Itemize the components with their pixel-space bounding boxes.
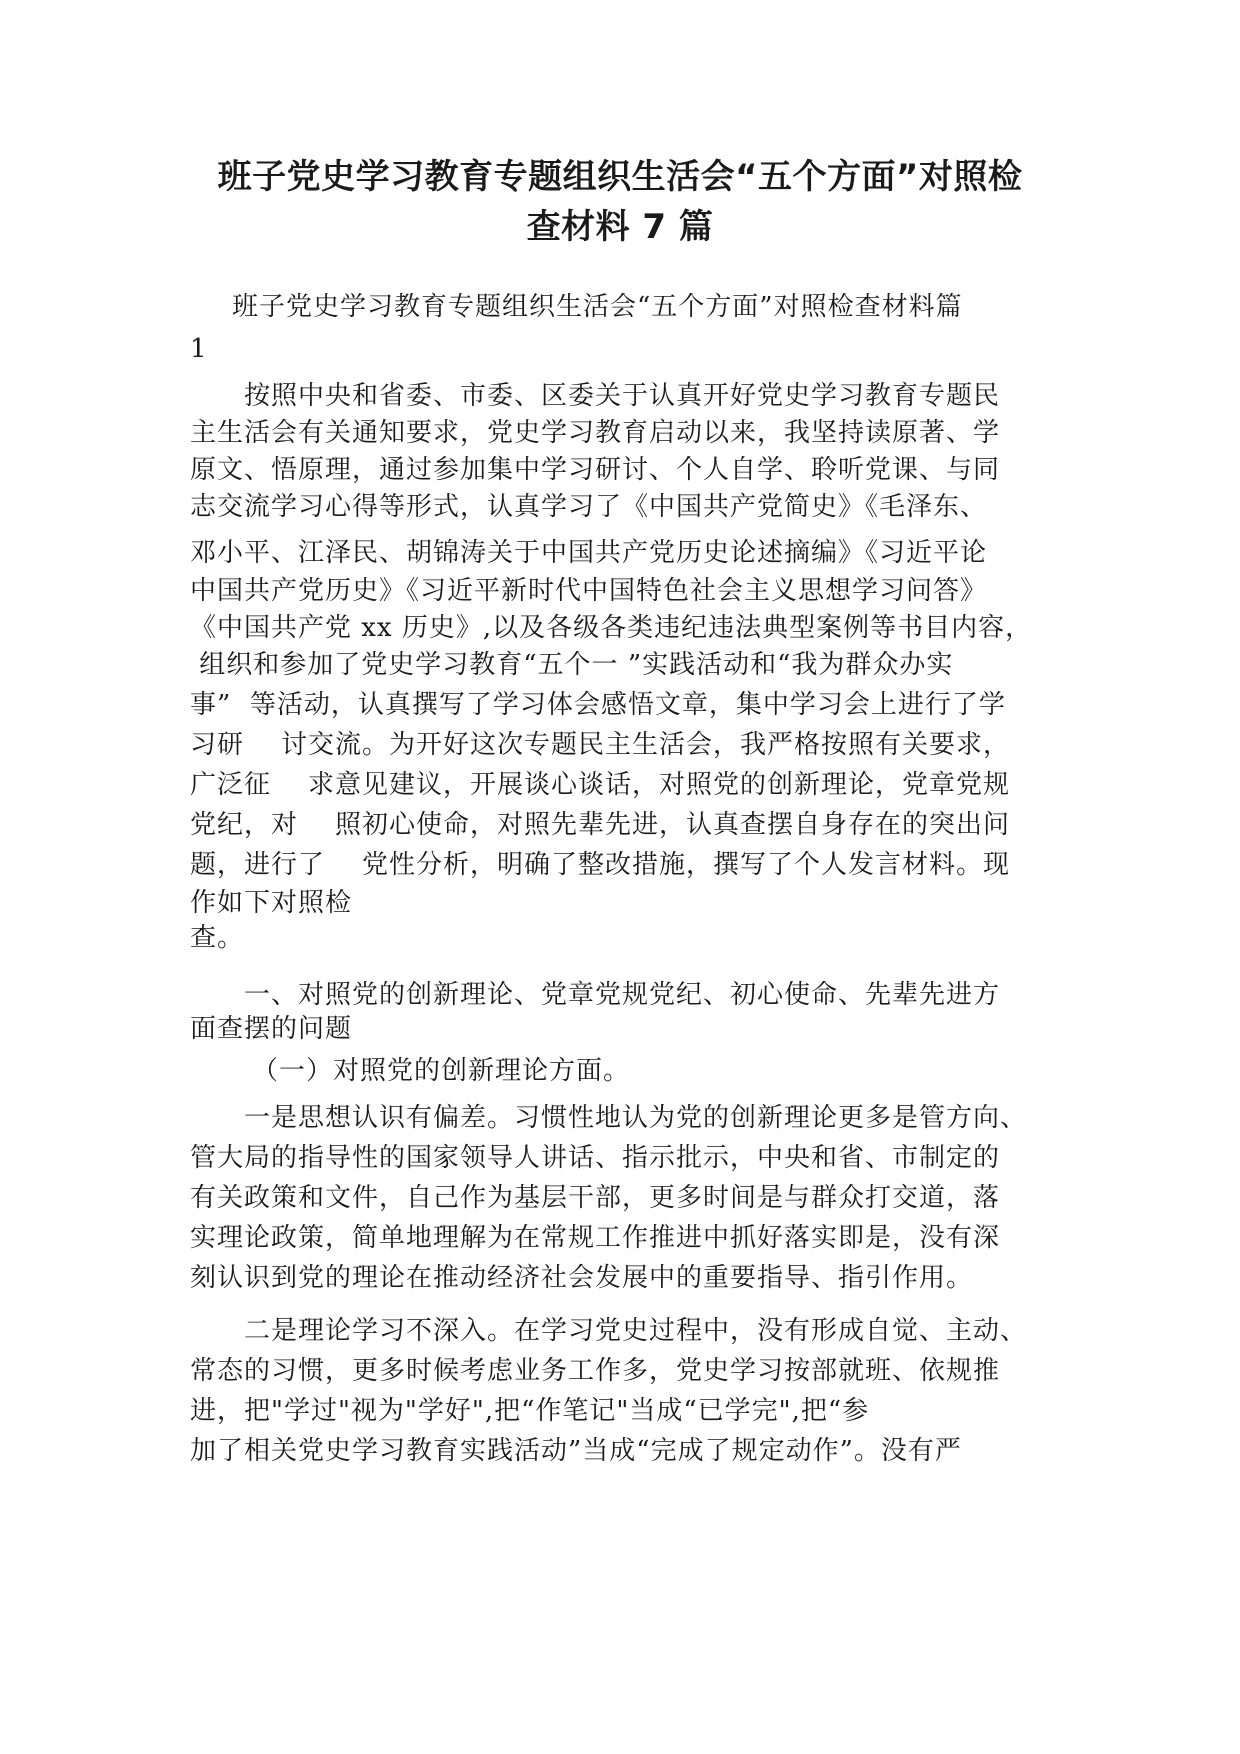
document-title-line-2: 查材料 7 篇 [526, 207, 714, 247]
section-heading-line-2: 面查摆的问题 [190, 1014, 353, 1044]
paragraph-line: 作如下对照检 [190, 888, 353, 918]
paragraph-line: 事” 等活动，认真撰写了学习体会感悟文章，集中学习会上进行了学 [190, 690, 1006, 720]
paragraph-line: 题，进行了 党性分析，明确了整改措施，撰写了个人发言材料。现 [190, 850, 1011, 880]
paragraph-line: 党纪，对 照初心使命，对照先辈先进，认真查摆自身存在的突出问 [190, 810, 1011, 840]
paragraph-line: 管大局的指导性的国家领导人讲话、指示批示，中央和省、市制定的 [190, 1143, 1001, 1173]
paragraph-line: 组织和参加了党史学习教育“五个一 ”实践活动和“我为群众办实 [190, 650, 954, 680]
paragraph-line: 一是思想认识有偏差。习惯性地认为党的创新理论更多是管方向、 [244, 1103, 1028, 1133]
paragraph-line: 进，把"学过"视为"学好",把“作笔记"当成“已学完",把“参 [190, 1396, 870, 1426]
paragraph-line: 常态的习惯，更多时候考虑业务工作多，党史学习按部就班、依规推 [190, 1356, 1001, 1386]
paragraph-line: 按照中央和省委、市委、区委关于认真开好党史学习教育专题民 [244, 381, 1001, 411]
paragraph-line: 查。 [190, 923, 245, 953]
paragraph-line: 《中国共产党 xx 历史》,以及各级各类违纪违法典型案例等书目内容， [190, 613, 1033, 643]
paragraph-line: 广泛征 求意见建议，开展谈心谈话，对照党的创新理论，党章党规 [190, 770, 1011, 800]
paragraph-line: 主生活会有关通知要求，党史学习教育启动以来，我坚持读原著、学 [190, 418, 1001, 448]
subtitle-line-2: 1 [190, 334, 208, 364]
paragraph-line: 中国共产党历史》《习近平新时代中国特色社会主义思想学习问答》 [190, 576, 988, 606]
paragraph-line: 加了相关党史学习教育实践活动”当成“完成了规定动作”。没有严 [190, 1436, 962, 1466]
paragraph-line: 志交流学习心得等形式，认真学习了《中国共产党简史》《毛泽东、 [190, 492, 988, 522]
subsection-heading: （一）对照党的创新理论方面。 [252, 1056, 631, 1086]
paragraph-line: 原文、悟原理，通过参加集中学习研讨、个人自学、聆听党课、与同 [190, 455, 1001, 485]
document-title-line-1: 班子党史学习教育专题组织生活会“五个方面”对照检 [217, 157, 1023, 197]
paragraph-line: 实理论政策，简单地理解为在常规工作推进中抓好落实即是，没有深 [190, 1223, 1001, 1253]
section-heading-line-1: 一、对照党的创新理论、党章党规党纪、初心使命、先辈先进方 [244, 980, 1001, 1010]
paragraph-line: 习研 讨交流。为开好这次专题民主生活会，我严格按照有关要求， [190, 730, 1011, 760]
paragraph-line: 刻认识到党的理论在推动经济社会发展中的重要指导、指引作用。 [190, 1263, 974, 1293]
paragraph-line: 邓小平、江泽民、胡锦涛关于中国共产党历史论述摘编》《习近平论 [190, 538, 988, 568]
paragraph-line: 二是理论学习不深入。在学习党史过程中，没有形成自觉、主动、 [244, 1316, 1028, 1346]
subtitle-line-1: 班子党史学习教育专题组织生活会“五个方面”对照检查材料篇 [232, 292, 963, 322]
paragraph-line: 有关政策和文件，自己作为基层干部，更多时间是与群众打交道，落 [190, 1183, 1001, 1213]
